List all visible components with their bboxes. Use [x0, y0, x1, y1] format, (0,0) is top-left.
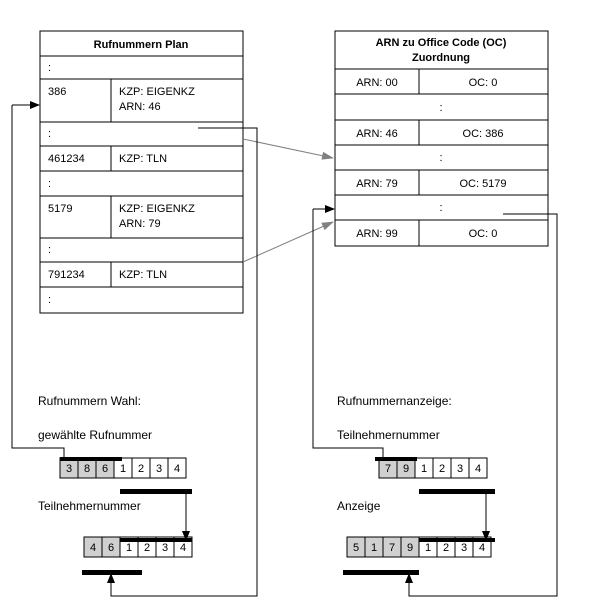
digit: 3 [460, 542, 468, 554]
right-section [313, 209, 557, 596]
digit: 3 [155, 463, 163, 475]
digit: 1 [420, 463, 428, 475]
digit: 1 [424, 542, 432, 554]
digit: 9 [406, 542, 414, 554]
left-bottom-bar [82, 570, 142, 575]
digit: 9 [402, 463, 410, 475]
plan-row-5-col1: 5179 [48, 203, 73, 215]
plan-row-7-col1: 791234 [48, 269, 85, 281]
plan-table-title: Rufnummern Plan [93, 39, 189, 51]
digit: 2 [442, 542, 450, 554]
left-bottom-label: Teilnehmernummer [38, 499, 141, 513]
plan-row-3-col1: 461234 [48, 153, 85, 165]
digit: 2 [137, 463, 145, 475]
plan-row-5-col2-line1: KZP: EIGENKZ [119, 203, 195, 215]
left-top-label: gewählte Rufnummer [38, 428, 153, 442]
digit: 2 [438, 463, 446, 475]
digit: 1 [370, 542, 378, 554]
arn-row-1-ellipsis: : [439, 102, 443, 114]
left-middle-bar [120, 489, 192, 494]
arn-row-5-ellipsis: : [439, 202, 443, 214]
plan-row-4-col1: : [48, 178, 52, 190]
arn-row-2-arn: ARN: 46 [356, 128, 398, 140]
digit: 1 [119, 463, 127, 475]
digit: 4 [478, 542, 486, 554]
arn-row-4-oc: OC: 5179 [459, 178, 507, 190]
digit: 3 [161, 542, 169, 554]
arn-row-2-oc: OC: 386 [462, 128, 504, 140]
plan-row-5-col2-line2: ARN: 79 [119, 218, 161, 230]
right-bottom-strip-bar [419, 538, 495, 542]
plan-row-6-col1: : [48, 244, 52, 256]
digit: 4 [89, 542, 97, 554]
left-bottom-strip-bar [120, 538, 192, 542]
digit: 5 [352, 542, 360, 554]
right-heading: Rufnummernanzeige: [337, 394, 452, 408]
digit: 3 [65, 463, 73, 475]
plan-row-8-col1: : [48, 294, 52, 306]
left-top-prefix-bar [60, 457, 122, 461]
digit: 4 [173, 463, 181, 475]
digit: 7 [384, 463, 392, 475]
arn-row-6-arn: ARN: 99 [356, 228, 398, 240]
arn-row-4-arn: ARN: 79 [356, 178, 398, 190]
digit: 3 [456, 463, 464, 475]
digit: 6 [107, 542, 115, 554]
arn-row-3-ellipsis: : [439, 152, 443, 164]
arn-row-6-oc: OC: 0 [468, 228, 498, 240]
digit: 4 [474, 463, 482, 475]
plan-row-7-col2: KZP: TLN [119, 269, 168, 281]
arn-row-0-oc: OC: 0 [468, 77, 498, 89]
right-top-prefix-bar [375, 457, 417, 461]
plan-row-1-col2-line1: KZP: EIGENKZ [119, 86, 195, 98]
digit: 6 [101, 463, 109, 475]
right-middle-bar [419, 489, 495, 494]
plan-row-1-col2-line2: ARN: 46 [119, 101, 161, 113]
plan-table [40, 31, 243, 313]
arn-row-0-arn: ARN: 00 [356, 77, 398, 89]
plan-row-2-col1: : [48, 128, 52, 140]
left-heading: Rufnummern Wahl: [38, 394, 141, 408]
digit: 7 [388, 542, 396, 554]
plan-row-3-col2: KZP: TLN [119, 153, 168, 165]
arn-table-title-line2: Zuordnung [411, 52, 471, 64]
right-bottom-bar [343, 570, 419, 575]
right-top-label: Teilnehmernummer [337, 428, 440, 442]
plan-row-0-col1: : [48, 62, 52, 74]
digit: 4 [179, 542, 187, 554]
digit: 8 [83, 463, 91, 475]
digit: 1 [125, 542, 133, 554]
digit: 2 [143, 542, 151, 554]
plan-row-1-col1: 386 [48, 86, 67, 98]
right-bottom-label: Anzeige [337, 499, 381, 513]
arn-table-title-line1: ARN zu Office Code (OC) [375, 37, 507, 49]
